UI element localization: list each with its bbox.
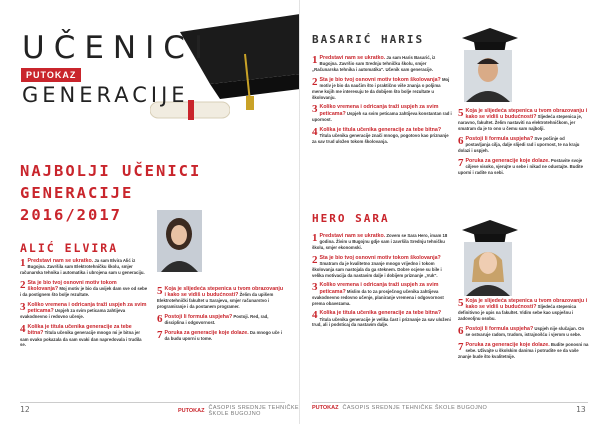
qa-item: 2 Šta je bio tvoj osnovni motiv tokom školovanja? Smatram da je kvalitetno znanje mnogo vrijedno i tokom školovanja sam nastojala da ga steknem. Dobre ocjene su bile i velika motivacija da nastavim dalje i dobijem priznanje „Vuk". (312, 254, 442, 278)
student-photo-alic (157, 210, 202, 272)
qa-right1-col-1 (312, 55, 452, 148)
qa-right2-col-2 (458, 298, 590, 364)
qa-item: 7 Poruka za generacije koje dolaze. Budite ponosni na sebe. Uživajte u školskim danima i potrudite se da vaše znanje bude što kvalitetnije. (458, 342, 589, 359)
qa-item: 1 Predstavi nam se ukratko. Ja sam Elvira Alić iz Bugojna. Završila sam Elektrotehničku školu, smjer računarska tehnika i automatika i ubrojena sam u generaciju. (20, 258, 145, 275)
qa-item: 2 Šta je bio tvoj osnovni motiv tokom školovanja? Moj motiv je bio da uvijek dam sve od sebe i da postignem što bolje rezultate. (20, 279, 148, 298)
student-name-hero: HERO SARA (312, 212, 390, 225)
masthead-title: UČENICI (22, 30, 213, 66)
footer-brand: PUTOKAZ (178, 408, 205, 414)
footer-divider (20, 402, 285, 403)
qa-item: 5 Koja je slijedeća stepenica u tvom obrazovanju i kako se vidiš u budućnosti? Sljedeća stepenica definitivno je upis na fakultet. Vidim sebe kao uspješnu i zadovoljnu osobu. (458, 298, 588, 322)
masthead-subtitle: PUTOKAZ (21, 68, 81, 82)
qa-item: 6 Postoji li formula uspjeha? Uspjeh nije slučajan. On se ostvaruje radom, trudom, istrajnošću i vjerom u sebe. (458, 326, 585, 338)
footer-right (576, 405, 586, 414)
footer-left-brand (178, 405, 300, 417)
masthead (0, 0, 300, 130)
footer-right-brand (312, 405, 487, 411)
qa-item: 3 Koliko vremena i odricanja traži uspjeh za svim peticama? Uspjeh sa svim peticama zahtijeva konstantan rad i upornost. (312, 104, 452, 122)
qa-item: 6 Postoji li formula uspjeha? Sve počinje od postavljanja cilja, dalje slijedi rad i upornost, te na kraju dolazi i uspjeh. (458, 136, 580, 153)
student-photo-basaric (464, 50, 512, 102)
page-number: 12 (20, 405, 30, 414)
footer-brand: PUTOKAZ (312, 405, 339, 411)
qa-item: 3 Koliko vremena i odricanja traži uspjeh za svim peticama? Uspjeh za svim peticama zahtijeva svakodnevno i redovno učenje. (20, 302, 147, 320)
student-photo-hero (464, 242, 512, 296)
student-name-basaric: BASARIĆ HARIS (312, 33, 425, 46)
qa-item: 4 Kolika je titula učenika generacije za tebe bitna? Titula učenika generacije znači mnogo, pogotovo kao priznanje za sav trud uložen tokom školovanja. (312, 126, 449, 144)
footer-left (20, 405, 30, 414)
qa-item: 7 Poruka za generacije koje dolaze. Da mnogo uče i da budu uporni u tome. (157, 330, 282, 342)
footer-divider (312, 402, 588, 403)
page-number: 13 (576, 405, 586, 414)
footer-tagline: ČASOPIS SREDNJE TEHNIČKE ŠKOLE BUGOJNO (208, 405, 299, 417)
heading-line-1: NAJBOLJI UČENICI GENERACIJE (20, 162, 202, 202)
qa-item: 3 Koliko vremena i odricanja traži uspjeh za svim peticama? Mislim da to za prosječnog učenika zahtijeva svakodnevno redovno učenje, planiranje vremena i odgovornost prema obavezama. (312, 282, 444, 306)
qa-left-col-1 (20, 258, 148, 352)
qa-item: 1 Predstavi nam se ukratko. Ja sam Haris Basarić, iz Bugojna. Završio sam Srednju tehničku školu, smjer „Računarska tehnika i automatika". Učenik sam generacije. (312, 55, 436, 72)
qa-item: 5 Koja je slijedeća stepenica u tvom obrazovanju i kako se vidiš u budućnosti? Sljedeća stepenica je, naravno, fakultet. Želim nastaviti na elektrotehničkom, jer smatram da je to ono u čemu sam najbolji. (458, 108, 588, 132)
heading-line-2: 2016/2017 (20, 206, 122, 224)
footer-tagline: ČASOPIS SREDNJE TEHNIČKE ŠKOLE BUGOJNO (342, 405, 488, 411)
section-heading (20, 160, 290, 226)
student-name-alic: ALIĆ ELVIRA (20, 241, 119, 255)
qa-item: 7 Poruka za generacije koje dolaze. Postavite svoje ciljeve visoko, vjerujte u sebe i nikad ne odustajte. Budite uporni i radite na sebi. (458, 157, 583, 175)
qa-right2-col-1 (312, 233, 452, 332)
qa-right1-col-2 (458, 108, 590, 180)
qa-item: 2 Šta je bio tvoj osnovni motiv tokom školovanja? Moj motiv je bio da naučim što i praktično više znanja o poljima mene kojih me interesuju te da dobijem što bolje rezultate u školovanju. (312, 76, 450, 100)
right-page (300, 0, 600, 424)
qa-item: 4 Kolika je titula učenika generacije za tebe bitna? Titula učenika generacije je velika čast i priznanje za sav uloženi trud, ali i podsticaj da nastavim dalje. (312, 310, 451, 328)
qa-item: 6 Postoji li formula uspjeha? Postoji. Red, rad, disciplina i odgovornost. (157, 314, 269, 326)
qa-item: 1 Predstavi nam se ukratko. Zovem se Sara Hero, imam 18 godina. Živim u Bugojnu gdje sam i završila Srednju tehničku školu, smjer ekonomski. (312, 233, 448, 250)
qa-item: 5 Koja je slijedeća stepenica u tvom obrazovanju i kako se vidiš u budućnosti? Želim da upišem Elektrotehnički fakultet u Sarajevu, smjer računarstvo i programiranje i da postanem programer. (157, 286, 284, 310)
masthead-title-secondary: GENERACIJE (22, 83, 189, 107)
qa-left-col-2 (157, 286, 285, 346)
qa-item: 4 Kolika je titula učenika generacije za tebe bitna? Titula učenika generacije mnogo mi je bitna jer sam ovako pokazala da sam svaki dan napredovala i trudila se. (20, 324, 142, 348)
